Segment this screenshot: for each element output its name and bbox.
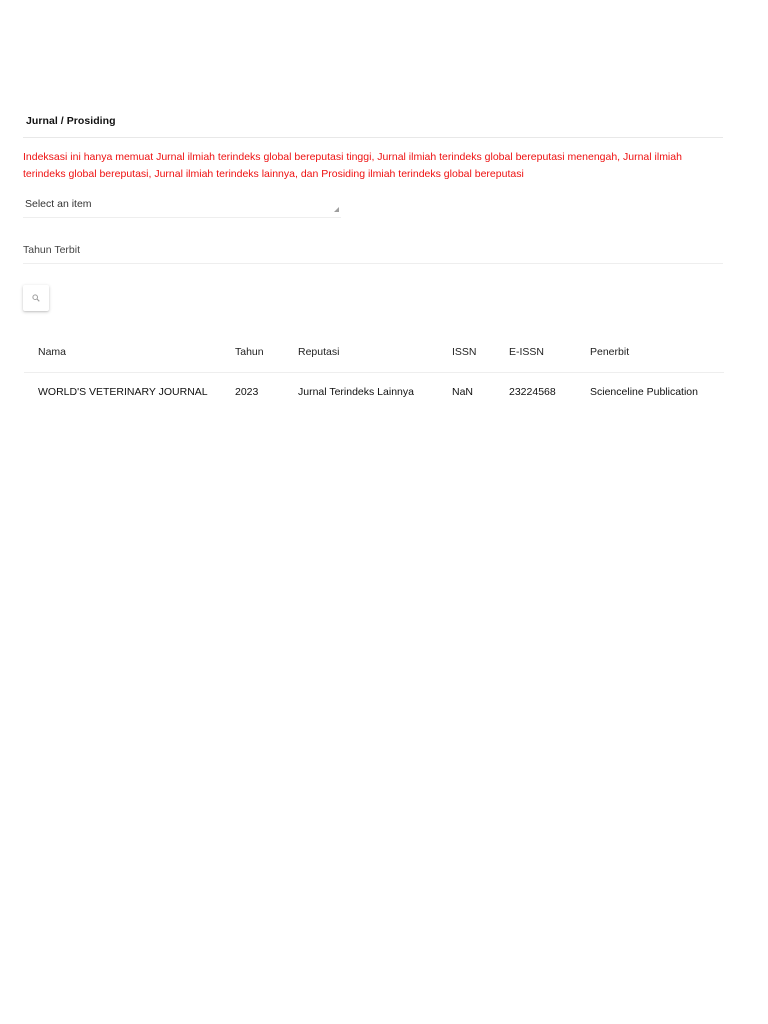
search-button[interactable]: [23, 285, 49, 311]
cell-penerbit: Scienceline Publication: [590, 386, 698, 398]
column-header-reputasi[interactable]: Reputasi: [284, 332, 438, 373]
section-title: Jurnal / Prosiding: [26, 115, 116, 127]
journal-select[interactable]: [23, 195, 341, 218]
publication-year-label: Tahun Terbit: [23, 244, 81, 256]
column-header-penerbit[interactable]: Penerbit: [576, 332, 724, 373]
cell-issn: NaN: [452, 386, 474, 398]
column-header-issn[interactable]: ISSN: [438, 332, 495, 373]
journal-select-value: Select an item: [25, 198, 92, 210]
column-header-tahun[interactable]: Tahun: [221, 332, 284, 373]
table-header-row: [24, 332, 724, 373]
table-row[interactable]: [24, 373, 724, 412]
publication-year-field[interactable]: [23, 241, 723, 264]
indexing-notice: Indeksasi ini hanya memuat Jurnal ilmiah terindeks global bereputasi tinggi, Jurnal ilmiah terindeks global bereputasi menengah, Jurnal ilmiah terindeks global bereputasi, Jurnal ilmiah terindeks lainnya, dan Prosiding ilmiah terindeks global bereputasi: [23, 151, 682, 180]
results-table: [24, 332, 724, 411]
select-arrow-icon: [334, 207, 339, 212]
column-header-e-issn[interactable]: E-ISSN: [495, 332, 576, 373]
cell-e-issn: 23224568: [509, 386, 556, 398]
search-icon: [32, 294, 40, 302]
cell-reputasi: Jurnal Terindeks Lainnya: [298, 386, 414, 398]
cell-nama: WORLD'S VETERINARY JOURNAL: [38, 386, 208, 398]
column-header-nama[interactable]: Nama: [24, 332, 221, 373]
divider: [23, 137, 723, 138]
cell-tahun: 2023: [235, 386, 259, 398]
